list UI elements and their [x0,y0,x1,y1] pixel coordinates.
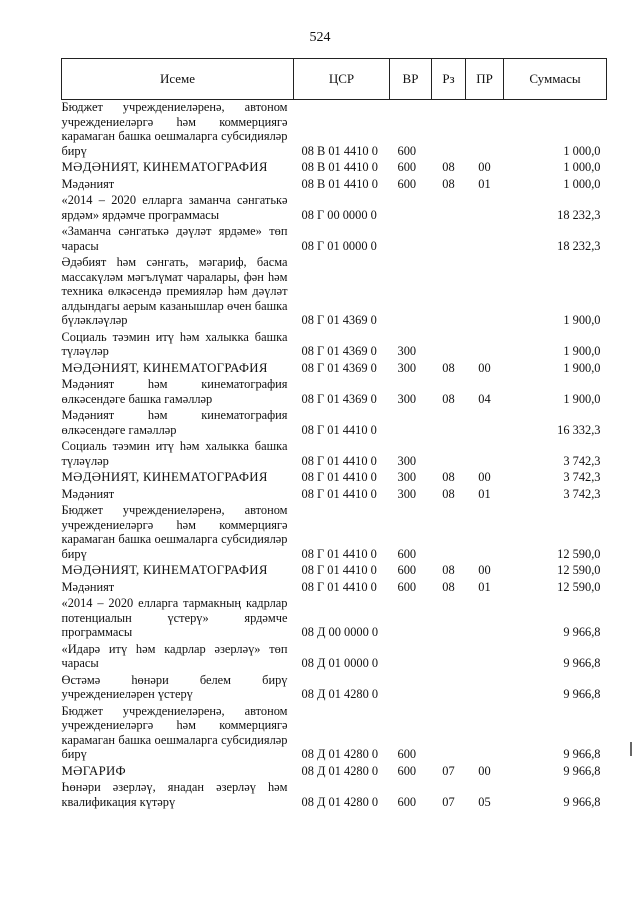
header-pr: ПР [466,59,504,100]
table-row [62,439,607,468]
cell-rz: 08 [442,160,455,174]
table-row [62,361,607,376]
cell-vr: 300 [397,344,417,358]
cell-pr [466,255,504,328]
header-sum: Суммасы [504,59,607,100]
cell-csr: 08 Г 01 4369 0 [301,344,377,358]
cell-sum: 9 966,8 [563,763,601,778]
cell-pr: 00 [478,763,491,778]
table-row [62,580,607,595]
cell-sum: 9 966,8 [563,656,601,670]
table-body [62,100,607,812]
table-row [62,780,607,809]
cell-pr: 00 [478,470,491,484]
cell-pr [466,408,504,437]
budget-table [61,58,607,811]
cell-sum: 9 966,8 [563,687,601,701]
cell-pr [466,503,504,561]
cell-name: Мәдәният [61,579,115,594]
cell-rz [432,673,466,702]
cell-sum: 12 590,0 [557,563,601,577]
cell-pr [466,100,504,159]
cell-sum: 1 900,0 [563,360,601,375]
table-row [62,160,607,175]
cell-name: Мәдәният [61,176,115,191]
table-row [62,704,607,762]
cell-rz [432,408,466,437]
cell-vr: 600 [397,160,417,174]
header-name: Исеме [62,59,294,100]
table-row [62,330,607,359]
table-row [62,487,607,502]
cell-pr [466,596,504,640]
cell-sum: 3 742,3 [563,453,601,468]
cell-vr: 600 [397,794,417,809]
cell-rz [432,596,466,640]
cell-csr: 08 В 01 4410 0 [301,160,378,174]
cell-sum: 1 000,0 [563,143,601,158]
cell-vr [390,224,432,253]
cell-pr: 05 [478,794,491,809]
margin-mark [630,742,632,756]
cell-sum: 1 900,0 [563,313,601,327]
table-row [62,193,607,222]
cell-csr: 08 Г 01 4410 0 [301,453,377,468]
cell-pr: 01 [478,486,491,501]
cell-rz: 08 [442,360,455,375]
cell-name: МӘДӘНИЯТ, КИНЕМАТОГРАФИЯ [61,563,268,577]
cell-pr [466,193,504,222]
cell-pr [466,704,504,762]
cell-rz [432,503,466,561]
cell-csr: 08 Г 01 4369 0 [301,391,377,406]
cell-csr: 08 Д 01 4280 0 [301,794,379,809]
cell-csr: 08 Г 00 0000 0 [301,207,377,222]
cell-pr: 00 [478,563,491,577]
cell-csr: 08 Г 01 4410 0 [301,579,377,594]
cell-rz: 07 [442,763,455,778]
header-rz: Рз [432,59,466,100]
cell-vr: 300 [397,486,417,501]
cell-csr: 08 Д 01 4280 0 [301,687,379,701]
cell-rz: 08 [442,176,455,191]
cell-vr: 600 [397,579,417,594]
cell-rz [432,439,466,468]
cell-csr: 08 Г 01 0000 0 [301,238,377,253]
cell-pr: 01 [478,579,491,594]
cell-csr: 08 Г 01 4410 0 [301,563,377,577]
cell-vr: 300 [397,360,417,375]
cell-rz [432,642,466,671]
cell-name: Өстәмә һөнәри белем бирү учреждениеләрен үстерү [61,672,288,701]
page-number: 524 [309,30,331,45]
cell-vr: 600 [397,747,417,761]
cell-csr: 08 Д 00 0000 0 [301,625,379,639]
cell-vr: 600 [397,546,417,561]
cell-vr: 600 [397,763,417,778]
table-row [62,764,607,779]
cell-vr [390,255,432,328]
cell-rz [432,255,466,328]
cell-sum: 1 900,0 [563,344,601,358]
cell-csr: 08 Г 01 4410 0 [301,546,377,561]
cell-rz: 08 [442,579,455,594]
cell-rz: 08 [442,486,455,501]
cell-csr: 08 Д 01 0000 0 [301,656,379,670]
cell-sum: 1 900,0 [563,391,601,406]
cell-name: «Заманча сәнгатькә дәүләт ярдәме» төп чарасы [61,224,288,253]
cell-csr: 08 Г 01 4369 0 [301,313,377,327]
cell-name: Мәдәният һәм кинематография өлкәсендәге башка гамәлләр [61,377,288,406]
cell-vr [390,193,432,222]
cell-name: Мәдәният [61,486,115,501]
cell-vr: 300 [397,453,417,468]
cell-vr: 600 [397,563,417,577]
cell-sum: 12 590,0 [557,579,601,594]
cell-vr [390,673,432,702]
cell-sum: 3 742,3 [563,486,601,501]
cell-name: Бюджет учреждениеләренә, автоном учреждениеләргә һәм коммерциягә карамаган башка оешмаларга субсидияләр бирү [61,100,288,158]
cell-pr [466,224,504,253]
header-vr: ВР [390,59,432,100]
table-row [62,673,607,702]
cell-pr [466,642,504,671]
cell-name: «Идарә итү һәм кадрлар әзерләү» төп чарасы [61,641,288,670]
cell-name: Һөнәри әзерләү, янадан әзерләү һәм квалификация күтәрү [61,780,288,809]
cell-name: Әдәбият һәм сәнгать, мәгариф, басма массакүләм мәгълүмат чаралары, фән һәм техника өлкәсендә премияләр һәм дәүләт алдындагы аерым казанышлар өчен башка бүләкләүләр [61,255,288,327]
cell-sum: 18 232,3 [557,238,601,253]
cell-vr: 300 [397,391,417,406]
cell-rz [432,704,466,762]
table-row [62,563,607,578]
cell-vr: 300 [397,470,417,484]
cell-vr: 600 [397,143,417,158]
cell-pr [466,673,504,702]
cell-sum: 9 966,8 [563,794,601,809]
cell-rz [432,193,466,222]
header-csr: ЦСР [294,59,390,100]
table-row [62,408,607,437]
cell-csr: 08 В 01 4410 0 [301,176,378,191]
cell-name: «2014 – 2020 елларга тармакның кадрлар потенциалын үстерү» ярдәмче программасы [61,596,288,639]
cell-csr: 08 Д 01 4280 0 [301,747,379,761]
cell-pr: 00 [478,160,491,174]
cell-sum: 9 966,8 [563,625,601,639]
cell-pr [466,439,504,468]
table-row [62,255,607,328]
cell-vr [390,642,432,671]
cell-name: Социаль тәэмин итү һәм халыкка башка түләүләр [61,329,288,358]
table-header-row [62,59,607,100]
cell-name: Бюджет учреждениеләренә, автоном учреждениеләргә һәм коммерциягә карамаган башка оешмаларга субсидияләр бирү [61,503,288,561]
table-row [62,177,607,192]
cell-name: МӘДӘНИЯТ, КИНЕМАТОГРАФИЯ [61,470,268,484]
cell-rz [432,100,466,159]
cell-rz [432,330,466,359]
cell-sum: 3 742,3 [563,470,601,484]
cell-csr: 08 Г 01 4369 0 [301,360,377,375]
cell-csr: 08 Г 01 4410 0 [301,486,377,501]
cell-name: «2014 – 2020 елларга заманча сәнгатькә ярдәм» ярдәмче программасы [61,193,288,222]
cell-vr: 600 [397,176,417,191]
cell-name: Бюджет учреждениеләренә, автоном учреждениеләргә һәм коммерциягә карамаган башка оешмаларга субсидияләр бирү [61,703,288,761]
cell-sum: 12 590,0 [557,546,601,561]
cell-pr: 00 [478,360,491,375]
cell-csr: 08 Д 01 4280 0 [301,763,379,778]
cell-pr [466,330,504,359]
cell-name: МӘДӘНИЯТ, КИНЕМАТОГРАФИЯ [61,360,268,375]
cell-name: МӘГАРИФ [61,763,126,778]
cell-name: Мәдәният һәм кинематография өлкәсендәге гамәлләр [61,408,288,437]
cell-rz [432,224,466,253]
cell-rz: 08 [442,563,455,577]
cell-sum: 1 000,0 [563,176,601,191]
table-row [62,470,607,485]
cell-sum: 9 966,8 [563,747,601,761]
cell-name: МӘДӘНИЯТ, КИНЕМАТОГРАФИЯ [61,160,268,174]
cell-rz: 07 [442,794,455,809]
table-row [62,224,607,253]
cell-sum: 1 000,0 [563,160,601,174]
cell-pr: 04 [478,391,491,406]
cell-sum: 18 232,3 [557,207,601,222]
table-row [62,642,607,671]
cell-pr: 01 [478,176,491,191]
cell-csr: 08 В 01 4410 0 [301,143,378,158]
cell-vr [390,596,432,640]
cell-vr [390,408,432,437]
cell-sum: 16 332,3 [557,422,601,437]
table-row [62,503,607,561]
cell-rz: 08 [442,470,455,484]
cell-name: Социаль тәэмин итү һәм халыкка башка түләүләр [61,439,288,468]
table-row [62,100,607,159]
table-row [62,377,607,406]
cell-rz: 08 [442,391,455,406]
cell-csr: 08 Г 01 4410 0 [301,470,377,484]
cell-csr: 08 Г 01 4410 0 [301,422,377,437]
table-row [62,596,607,640]
